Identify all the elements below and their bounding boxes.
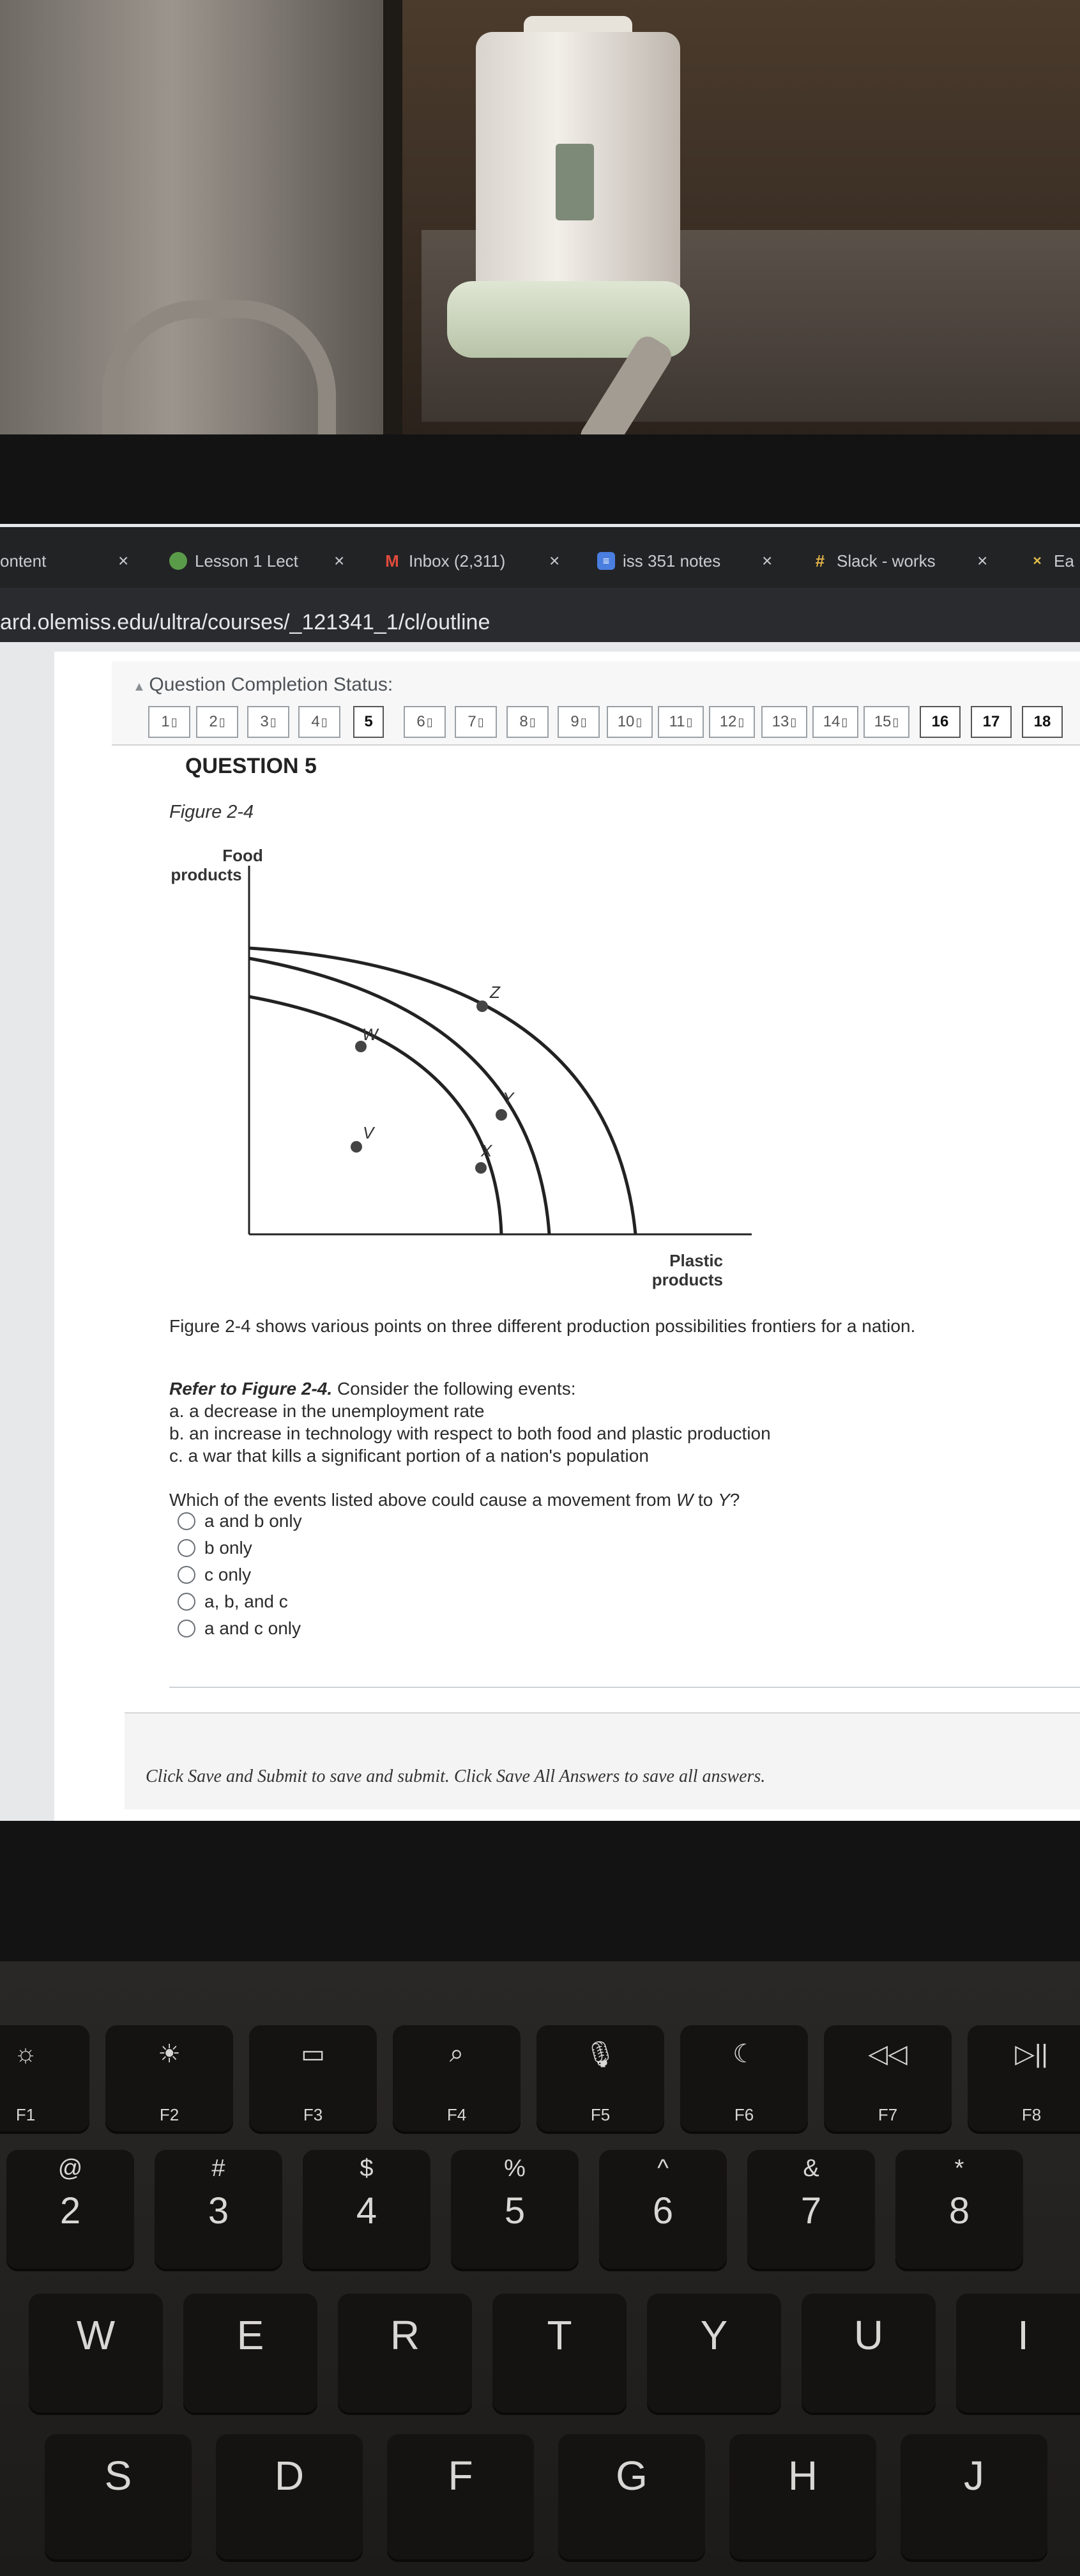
- question-number: 2: [209, 713, 218, 730]
- key-letter: T: [547, 2312, 572, 2358]
- key-digit: 7: [800, 2190, 822, 2232]
- key-letter: D: [274, 2453, 305, 2499]
- function-key-f8[interactable]: [968, 2025, 1080, 2134]
- key-letter: W: [76, 2312, 116, 2358]
- key-letter: H: [787, 2453, 818, 2499]
- saved-icon: ▯: [270, 715, 277, 728]
- question-nav-button[interactable]: [506, 706, 549, 738]
- point-y: [496, 1109, 507, 1121]
- y-axis-label-line2: products: [171, 865, 242, 884]
- key-shift-symbol: @: [57, 2155, 83, 2182]
- x-axis-label-line1: Plastic: [669, 1251, 723, 1270]
- option-label: c only: [204, 1565, 252, 1584]
- letter-key-y[interactable]: [647, 2294, 781, 2415]
- key-shift-symbol: %: [504, 2155, 526, 2182]
- key-digit: 3: [208, 2190, 229, 2232]
- question-nav-button[interactable]: [353, 706, 384, 738]
- function-key-label: F6: [734, 2105, 754, 2124]
- letter-key-i[interactable]: [956, 2294, 1080, 2415]
- letter-key-h[interactable]: [729, 2434, 876, 2562]
- letter-key-e[interactable]: [183, 2294, 317, 2415]
- tab-label: Ea: [1054, 551, 1074, 571]
- x-axis-label-line2: products: [651, 1270, 723, 1289]
- number-key-7[interactable]: [747, 2150, 875, 2271]
- refrigerator-edge: [383, 0, 402, 441]
- tab-inbox[interactable]: [383, 548, 505, 574]
- tab-close-button[interactable]: ×: [334, 551, 345, 571]
- saved-icon: ▯: [529, 715, 536, 728]
- y-axis-label-line1: Food: [222, 846, 263, 865]
- question-nav-button[interactable]: [1022, 706, 1063, 738]
- tab-label: iss 351 notes: [623, 551, 721, 571]
- tab-label: Lesson 1 Lect: [195, 551, 298, 571]
- letter-key-s[interactable]: [45, 2434, 192, 2562]
- radio-button[interactable]: [178, 1566, 195, 1584]
- letter-key-r[interactable]: [338, 2294, 472, 2415]
- question-nav-button[interactable]: [148, 706, 190, 738]
- question-number: 4: [311, 713, 320, 730]
- question-number: 8: [519, 713, 528, 730]
- question-number: 18: [1033, 713, 1051, 730]
- key-letter: F: [448, 2453, 473, 2499]
- question-nav-button[interactable]: [558, 706, 600, 738]
- slack-icon: #: [815, 551, 825, 571]
- prompt-mid: to: [693, 1490, 719, 1510]
- point-v: [351, 1141, 362, 1153]
- question-prompt: [169, 1490, 740, 1510]
- radio-button[interactable]: [178, 1593, 195, 1611]
- point-v-label: V: [363, 1123, 374, 1142]
- saved-icon: ▯: [580, 715, 587, 728]
- key-digit: 5: [504, 2190, 526, 2232]
- letter-key-j[interactable]: [901, 2434, 1047, 2562]
- function-key-label: F7: [878, 2105, 898, 2124]
- ppf-chart: [163, 843, 770, 1303]
- key-letter: Y: [700, 2312, 728, 2358]
- option-label: a and c only: [204, 1618, 301, 1638]
- question-nav-button[interactable]: [920, 706, 961, 738]
- question-nav-button[interactable]: [196, 706, 238, 738]
- prompt-w: W: [676, 1490, 694, 1510]
- figure-title: Figure 2-4: [169, 802, 254, 822]
- play-pause-icon: ▷||: [1015, 2040, 1048, 2068]
- tab-slack[interactable]: [811, 548, 936, 574]
- tab-label: ontent: [0, 551, 47, 571]
- saved-icon: ▯: [477, 715, 484, 728]
- point-w-label: W: [362, 1025, 378, 1044]
- key-letter: E: [236, 2312, 264, 2358]
- microphone-icon: 🎙: [584, 2041, 617, 2069]
- saved-icon: ▯: [171, 715, 178, 728]
- gmail-icon: M: [385, 551, 399, 571]
- tab-close-button[interactable]: ×: [762, 551, 773, 571]
- option-label: b only: [204, 1538, 252, 1558]
- event-a: a. a decrease in the unemployment rate: [169, 1401, 485, 1421]
- number-key-6[interactable]: [599, 2150, 727, 2271]
- refer-figure: Refer to Figure 2-4.: [169, 1379, 333, 1399]
- function-key-label: F8: [1021, 2105, 1042, 2124]
- question-nav-button[interactable]: [658, 706, 704, 738]
- saved-icon: ▯: [321, 715, 328, 728]
- key-letter: J: [964, 2453, 984, 2499]
- tab-close-button[interactable]: ×: [977, 551, 988, 571]
- question-nav-button[interactable]: [404, 706, 446, 738]
- tab-extra[interactable]: [1028, 548, 1074, 574]
- saved-icon: ▯: [892, 715, 899, 728]
- answer-option[interactable]: [178, 1565, 251, 1585]
- question-number: 11: [669, 713, 685, 730]
- question-nav-button[interactable]: [247, 706, 289, 738]
- question-nav-button[interactable]: [971, 706, 1012, 738]
- tab-label: Slack - works: [837, 551, 936, 571]
- answer-option[interactable]: [178, 1591, 288, 1612]
- saved-icon: ▯: [738, 715, 745, 728]
- key-digit: 4: [356, 2190, 377, 2232]
- radio-button[interactable]: [178, 1539, 195, 1557]
- function-key-label: F3: [303, 2105, 323, 2124]
- answer-option[interactable]: [178, 1511, 302, 1531]
- prompt-end: ?: [729, 1490, 740, 1510]
- tab-lesson[interactable]: [169, 548, 298, 574]
- letter-key-w[interactable]: [29, 2294, 163, 2415]
- function-key-f7[interactable]: [824, 2025, 952, 2134]
- question-number: 17: [982, 713, 1000, 730]
- key-digit: 6: [652, 2190, 674, 2232]
- question-number: 15: [874, 713, 892, 730]
- refer-rest: Consider the following events:: [332, 1379, 576, 1399]
- point-x-label: X: [481, 1141, 492, 1160]
- moon-icon: ☾: [733, 2040, 756, 2068]
- key-shift-symbol: ^: [657, 2155, 669, 2182]
- saved-icon: ▯: [635, 715, 643, 728]
- answer-option[interactable]: [178, 1618, 301, 1639]
- canister-label: [556, 144, 594, 220]
- question-number: 6: [416, 713, 425, 730]
- question-nav-button[interactable]: [455, 706, 497, 738]
- option-label: a, b, and c: [204, 1591, 288, 1611]
- radio-button[interactable]: [178, 1512, 195, 1530]
- letter-key-u[interactable]: [802, 2294, 936, 2415]
- completion-status-label[interactable]: [133, 674, 393, 696]
- star-icon: ✕: [1032, 554, 1042, 567]
- tab-close-button[interactable]: ×: [118, 551, 129, 571]
- question-number: 10: [617, 713, 635, 730]
- saved-icon: ▯: [218, 715, 225, 728]
- saved-icon: ▯: [841, 715, 848, 728]
- radio-button[interactable]: [178, 1620, 195, 1637]
- key-shift-symbol: #: [211, 2155, 225, 2182]
- function-key-label: F1: [15, 2105, 36, 2124]
- question-number: 13: [772, 713, 789, 730]
- search-icon: ⌕: [449, 2039, 464, 2067]
- collapse-icon: ▲: [133, 680, 149, 694]
- event-c: c. a war that kills a significant portion of a nation's population: [169, 1446, 649, 1466]
- key-letter: G: [616, 2453, 648, 2499]
- question-number: 9: [570, 713, 579, 730]
- prompt-y: Y: [718, 1490, 730, 1510]
- question-number: 5: [364, 713, 373, 730]
- key-digit: 2: [59, 2190, 81, 2232]
- number-key-5[interactable]: [451, 2150, 579, 2271]
- number-key-4[interactable]: [303, 2150, 430, 2271]
- question-number: 1: [161, 713, 170, 730]
- key-shift-symbol: &: [803, 2155, 819, 2182]
- function-key-f5[interactable]: [536, 2025, 664, 2134]
- ppf-curve-outer: [249, 948, 635, 1234]
- point-z: [476, 1000, 488, 1012]
- key-letter: I: [1017, 2312, 1029, 2358]
- question-nav-button[interactable]: [607, 706, 653, 738]
- question-number: 14: [823, 713, 840, 730]
- point-x: [475, 1162, 487, 1174]
- question-nav-button[interactable]: [709, 706, 755, 738]
- letter-key-f[interactable]: [387, 2434, 534, 2562]
- option-label: a and b only: [204, 1511, 302, 1531]
- event-b: b. an increase in technology with respect to both food and plastic production: [169, 1423, 771, 1443]
- question-nav-button[interactable]: [761, 706, 807, 738]
- function-key-label: F5: [590, 2105, 611, 2124]
- question-title: QUESTION 5: [185, 754, 317, 778]
- globe-icon: [169, 552, 187, 570]
- saved-icon: ▯: [686, 715, 693, 728]
- question-nav-button[interactable]: [812, 706, 858, 738]
- number-key-2[interactable]: [6, 2150, 134, 2271]
- mission-control-icon: ▭: [301, 2040, 325, 2068]
- tab-notes[interactable]: [597, 548, 720, 574]
- function-key-f3[interactable]: [249, 2025, 377, 2134]
- prompt-start: Which of the events listed above could cause a movement from: [169, 1490, 676, 1510]
- question-number: 16: [931, 713, 949, 730]
- completion-status-text: Question Completion Status:: [149, 674, 393, 695]
- brightness-down-icon: ☼: [13, 2039, 38, 2067]
- number-key-3[interactable]: [155, 2150, 282, 2271]
- saved-icon: ▯: [790, 715, 797, 728]
- letter-key-d[interactable]: [216, 2434, 363, 2562]
- tab-close-button[interactable]: ×: [549, 551, 560, 571]
- letter-key-t[interactable]: [492, 2294, 627, 2415]
- docs-icon: ≡: [597, 552, 615, 570]
- question-number: 3: [260, 713, 269, 730]
- question-nav-button[interactable]: [298, 706, 340, 738]
- key-letter: S: [104, 2453, 132, 2499]
- question-number: 7: [468, 713, 476, 730]
- function-key-label: F2: [159, 2105, 179, 2124]
- submit-instructions: Click Save and Submit to save and submit. Click Save All Answers to save all answers.: [146, 1767, 766, 1786]
- submit-panel: [125, 1712, 1080, 1809]
- key-letter: R: [390, 2312, 420, 2358]
- question-number: 12: [719, 713, 737, 730]
- tab-label: Inbox (2,311): [409, 551, 506, 571]
- function-key-f2[interactable]: [105, 2025, 233, 2134]
- brightness-up-icon: ☀: [158, 2040, 181, 2068]
- divider: [169, 1687, 1080, 1688]
- answer-option[interactable]: [178, 1538, 252, 1558]
- tab-content[interactable]: [0, 548, 46, 574]
- rewind-icon: ◁◁: [868, 2040, 908, 2068]
- point-z-label: Z: [490, 983, 500, 1002]
- point-y-label: Y: [503, 1089, 514, 1108]
- key-letter: U: [853, 2312, 884, 2358]
- function-key-label: F4: [446, 2105, 467, 2124]
- key-shift-symbol: $: [360, 2155, 374, 2182]
- question-nav-button[interactable]: [863, 706, 909, 738]
- refer-line: [169, 1379, 576, 1399]
- key-shift-symbol: *: [954, 2155, 964, 2182]
- function-key-f4[interactable]: [393, 2025, 521, 2134]
- key-digit: 8: [948, 2190, 970, 2232]
- number-key-8[interactable]: [895, 2150, 1023, 2271]
- url-text[interactable]: ard.olemiss.edu/ultra/courses/_121341_1/cl/outline: [0, 610, 491, 634]
- saved-icon: ▯: [426, 715, 433, 728]
- figure-caption: Figure 2-4 shows various points on three different production possibilities frontiers for a nation.: [169, 1316, 916, 1336]
- function-key-f1[interactable]: [0, 2025, 89, 2134]
- letter-key-g[interactable]: [558, 2434, 705, 2562]
- function-key-f6[interactable]: [680, 2025, 808, 2134]
